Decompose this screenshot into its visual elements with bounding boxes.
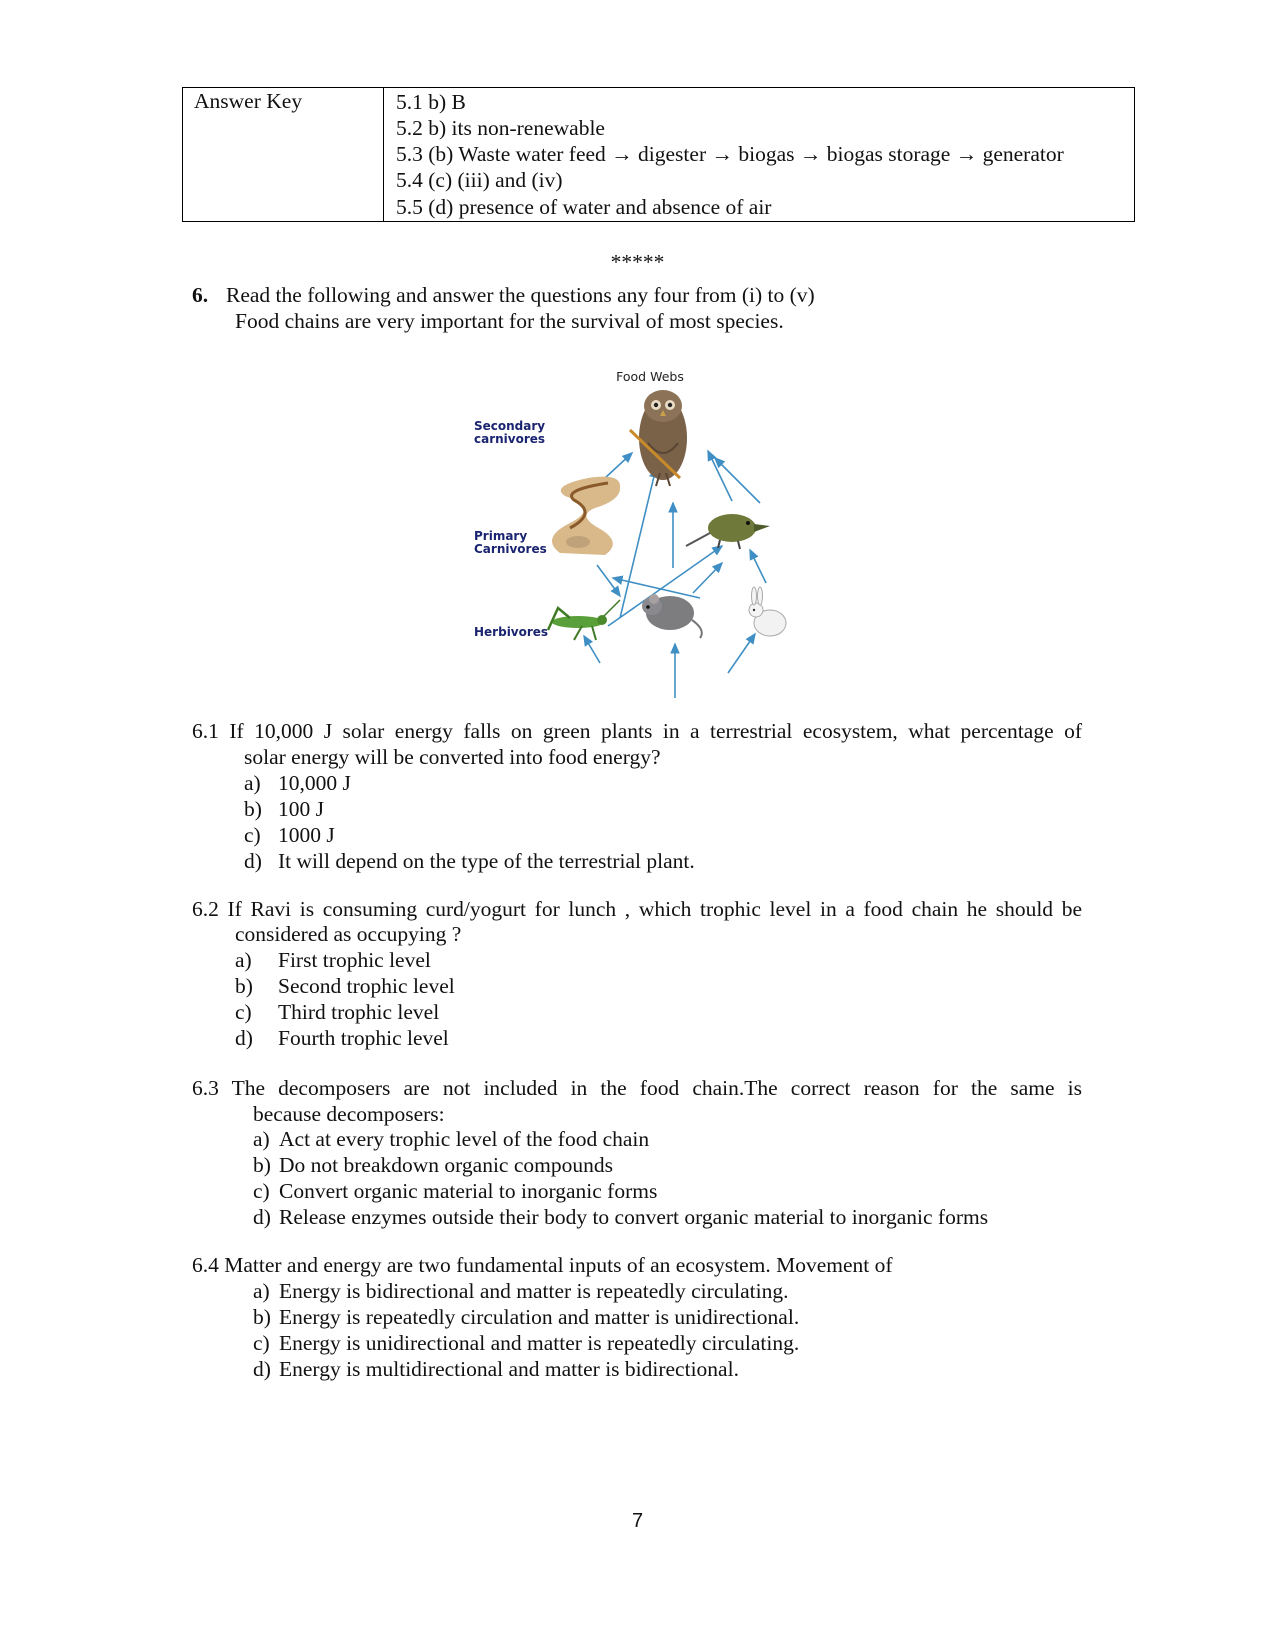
owl-icon (630, 390, 687, 486)
table-divider (383, 88, 384, 221)
rabbit-icon (749, 587, 786, 636)
question-6-1-line2: solar energy will be converted into food energy? (244, 745, 661, 769)
question-6-number: 6. (192, 283, 209, 307)
option-6-3-a-letter: a) (253, 1127, 270, 1151)
option-6-2-b-letter: b) (235, 974, 253, 998)
option-6-1-c-letter: c) (244, 823, 261, 847)
option-6-1-b-letter: b) (244, 797, 262, 821)
option-6-2-b: Second trophic level (278, 974, 455, 998)
option-6-2-d-letter: d) (235, 1026, 253, 1050)
option-6-1-d-letter: d) (244, 849, 262, 873)
answer-5-5: 5.5 (d) presence of water and absence of air (396, 195, 772, 219)
option-6-2-d: Fourth trophic level (278, 1026, 449, 1050)
option-6-4-d: Energy is multidirectional and matter is bidirectional. (279, 1357, 739, 1381)
option-6-4-b: Energy is repeatedly circulation and matter is unidirectional. (279, 1305, 800, 1329)
option-6-1-a-letter: a) (244, 771, 261, 795)
question-6-3-line2: because decomposers: (253, 1102, 445, 1126)
answer-5-2: 5.2 b) its non-renewable (396, 116, 605, 140)
option-6-2-c: Third trophic level (278, 1000, 440, 1024)
option-6-3-b: Do not breakdown organic compounds (279, 1153, 613, 1177)
option-6-3-d-letter: d) (253, 1205, 271, 1229)
grasshopper-icon (548, 600, 620, 640)
answer-5-3: 5.3 (b) Waste water feed → digester → biogas → biogas storage → generator (396, 142, 1064, 166)
option-6-1-c: 1000 J (278, 823, 335, 847)
page-number: 7 (631, 1510, 644, 1532)
section-separator: ***** (610, 250, 665, 274)
option-6-1-a: 10,000 J (278, 771, 351, 795)
arrow-shrew-owl (708, 451, 732, 501)
question-6-4-line1: 6.4 Matter and energy are two fundamental inputs of an ecosystem. Movement of (192, 1253, 893, 1277)
option-6-3-c-letter: c) (253, 1179, 270, 1203)
answer-5-1: 5.1 b) B (396, 90, 466, 114)
option-6-3-a: Act at every trophic level of the food chain (279, 1127, 650, 1151)
question-6-3-line1: 6.3 The decomposers are not included in the food chain.The correct reason for the same is (192, 1076, 1082, 1100)
shrew-icon (686, 514, 770, 549)
option-6-3-d: Release enzymes outside their body to convert organic material to inorganic forms (279, 1205, 989, 1229)
label-carnivores-primary: Carnivores (474, 542, 547, 556)
option-6-4-c: Energy is unidirectional and matter is repeatedly circulating. (279, 1331, 800, 1355)
label-herbivores: Herbivores (474, 625, 549, 639)
rat-icon (642, 594, 702, 638)
option-6-4-b-letter: b) (253, 1305, 271, 1329)
answer-5-4: 5.4 (c) (iii) and (iv) (396, 168, 563, 192)
question-6-1-line1: 6.1 If 10,000 J solar energy falls on green plants in a terrestrial ecosystem, what percentage of (192, 719, 1082, 743)
option-6-3-b-letter: b) (253, 1153, 271, 1177)
arrow-snake-owl (605, 453, 632, 478)
option-6-3-c: Convert organic material to inorganic forms (279, 1179, 658, 1203)
label-primary: Primary (474, 529, 528, 543)
option-6-1-d: It will depend on the type of the terrestrial plant. (278, 849, 695, 873)
food-web-diagram (470, 368, 830, 708)
question-6-passage: Food chains are very important for the survival of most species. (235, 309, 784, 333)
diagram-title: Food Webs (616, 369, 684, 384)
arrow-rabbit-shrew (750, 550, 766, 583)
question-6-instruction: Read the following and answer the questions any four from (i) to (v) (226, 283, 815, 307)
answer-key-label: Answer Key (194, 89, 303, 113)
label-carnivores-secondary: carnivores (474, 432, 546, 446)
option-6-2-c-letter: c) (235, 1000, 252, 1024)
answer-key-table (182, 87, 1135, 222)
option-6-4-d-letter: d) (253, 1357, 271, 1381)
snake-icon (552, 477, 620, 555)
option-6-4-a-letter: a) (253, 1279, 270, 1303)
label-secondary: Secondary (474, 419, 546, 433)
option-6-4-a: Energy is bidirectional and matter is repeatedly circulating. (279, 1279, 789, 1303)
arrow-plants-grasshopper (584, 636, 600, 663)
arrow-rat-shrew (693, 563, 722, 593)
question-6-2-line2: considered as occupying ? (235, 922, 462, 946)
option-6-2-a-letter: a) (235, 948, 252, 972)
option-6-2-a: First trophic level (278, 948, 431, 972)
arrow-plants-rabbit (728, 634, 755, 673)
question-6-2-line1: 6.2 If Ravi is consuming curd/yogurt for lunch , which trophic level in a food chain he should be (192, 897, 1082, 921)
arrow-grasshopper-snake (597, 565, 620, 596)
option-6-1-b: 100 J (278, 797, 324, 821)
option-6-4-c-letter: c) (253, 1331, 270, 1355)
